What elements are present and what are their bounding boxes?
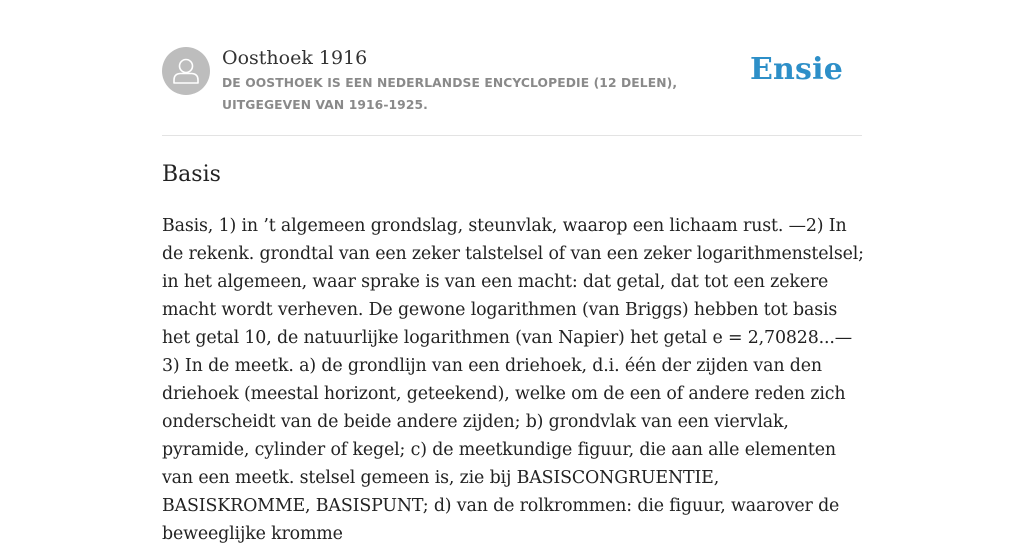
article-body: Basis, 1) in ’t algemeen grondslag, steunvlak, waarop een lichaam rust. —2) In de rekenk. grondtal van een zeker talstelsel of van een zeker logarithmenstelsel; in het algemeen, waar sprake is van een macht: dat getal, dat tot een zekere macht wordt verheven. De gewone logarithmen (van Briggs) hebben tot basis het getal 10, de natuurlijke logarithmen (van Napier) het getal e = 2,70828...— 3) In de meetk. a) de grondlijn van een driehoek, d.i. één der zijden van den driehoek (meestal horizont, geteekend), welke om de een of andere reden zich onderscheidt van de beide andere zijden; b) grondvlak van een viervlak, pyramide, cylinder of kegel; c) de meetkundige figuur, die aan alle elementen van een meetk. stelsel gemeen is, zie bij BASISCONGRUENTIE, BASISKROMME, BASISPUNT; d) van de rolkrommen: die figuur, waarover de beweeglijke kromme xyxy=(162,216,864,544)
user-icon xyxy=(162,47,210,95)
source-title[interactable]: Oosthoek 1916 xyxy=(222,47,368,69)
avatar[interactable] xyxy=(162,47,210,95)
article-title: Basis xyxy=(162,162,221,187)
source-description: DE OOSTHOEK IS EEN NEDERLANDSE ENCYCLOPEDIE (12 DELEN), UITGEGEVEN VAN 1916-1925. xyxy=(222,76,678,112)
brand-logo[interactable]: Ensie xyxy=(749,52,843,87)
source-header xyxy=(162,44,862,136)
